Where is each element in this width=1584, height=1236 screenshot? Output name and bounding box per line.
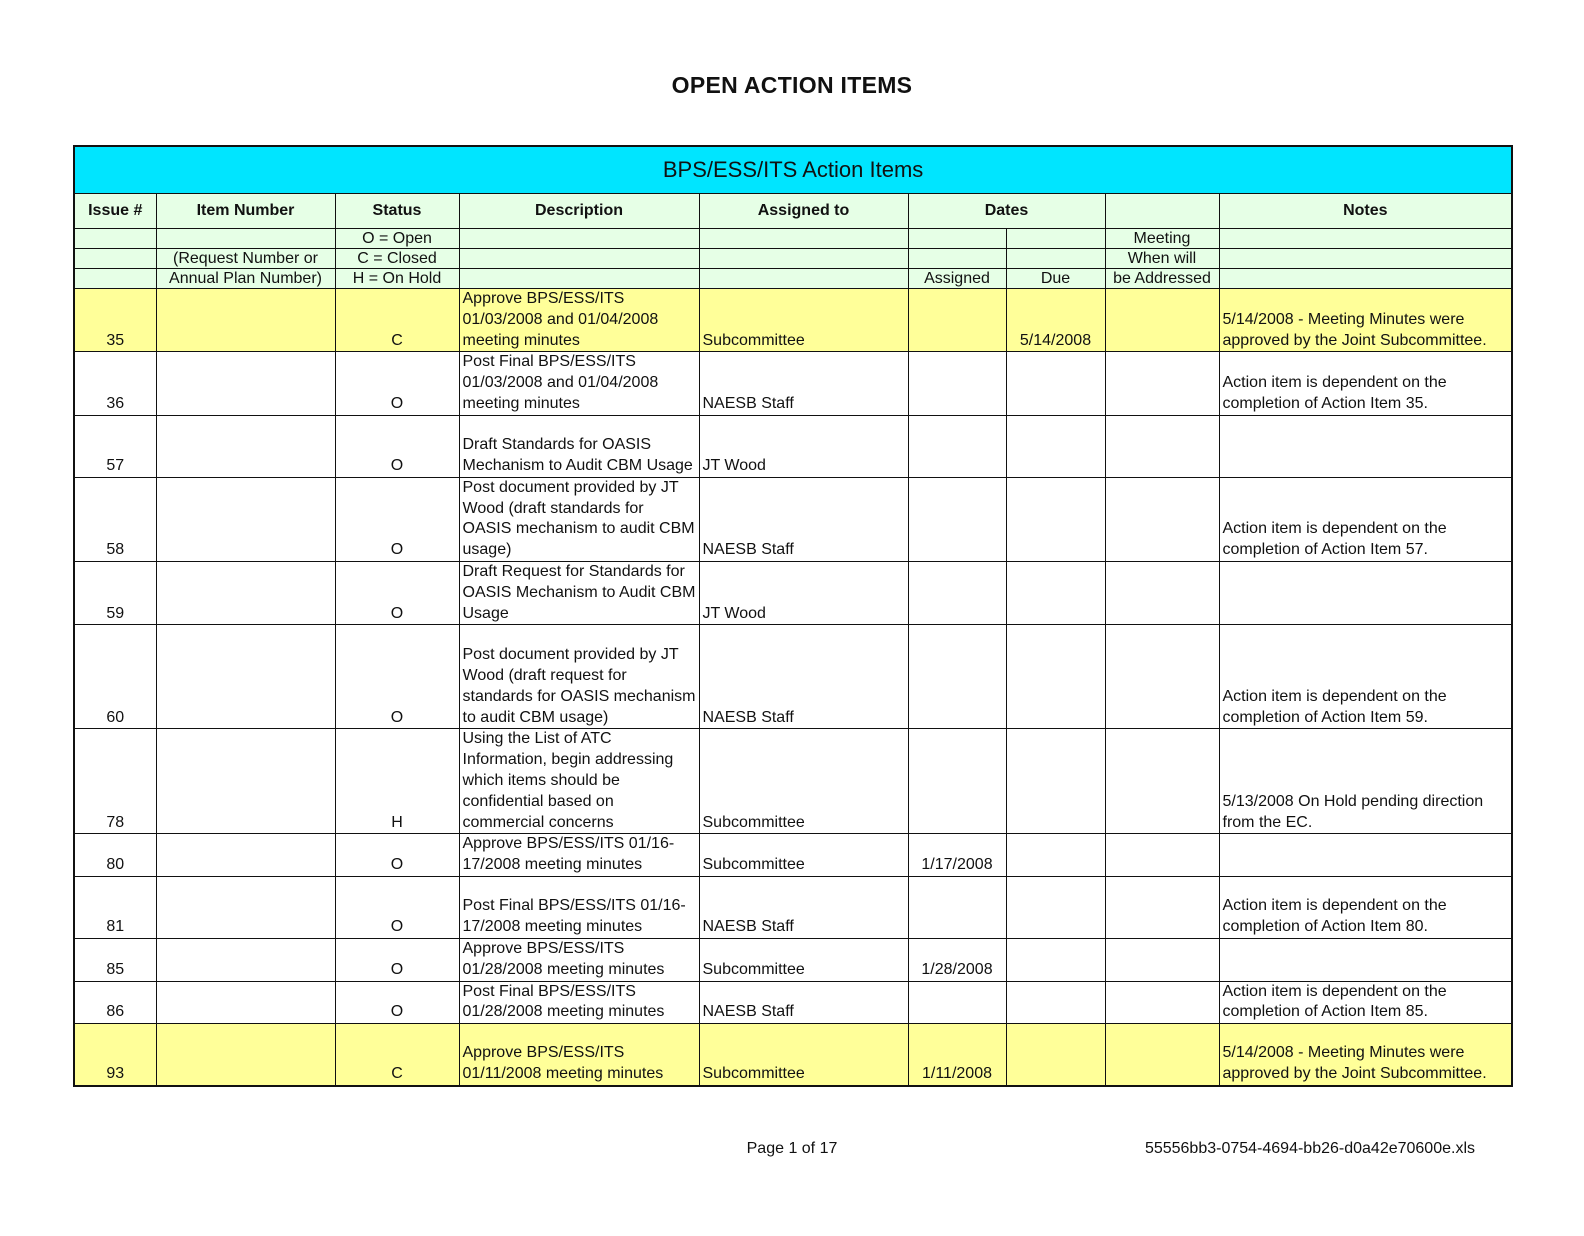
status-cell: O [335,625,459,729]
meeting-cell [1105,477,1219,561]
date-assigned-cell [908,561,1006,624]
notes-cell [1219,561,1512,624]
description-cell: Approve BPS/ESS/ITS 01/28/2008 meeting minutes [459,938,699,981]
assigned-to-cell: NAESB Staff [699,625,908,729]
description-cell: Approve BPS/ESS/ITS 01/11/2008 meeting minutes [459,1024,699,1086]
table-row [74,352,1512,415]
description-cell: Approve BPS/ESS/ITS 01/16-17/2008 meeting minutes [459,834,699,877]
date-due-cell [1006,625,1105,729]
table-row [74,477,1512,561]
header-item-number: Item Number [156,194,335,229]
meeting-header-line2: When will [1105,249,1219,269]
description-cell: Post Final BPS/ESS/ITS 01/28/2008 meeting minutes [459,981,699,1024]
issue-cell: 85 [74,938,156,981]
assigned-to-cell: Subcommittee [699,729,908,834]
header-description: Description [459,194,699,229]
notes-cell [1219,834,1512,877]
assigned-to-cell: JT Wood [699,561,908,624]
notes-cell: Action item is dependent on the completion of Action Item 80. [1219,876,1512,938]
table-row [74,938,1512,981]
table-row [74,1024,1512,1086]
status-cell: O [335,834,459,877]
action-items-table [73,145,1513,1087]
status-cell: O [335,938,459,981]
issue-cell: 59 [74,561,156,624]
item-number-cell [156,352,335,415]
date-due-cell [1006,352,1105,415]
status-cell: O [335,415,459,477]
notes-cell: Action item is dependent on the completion of Action Item 35. [1219,352,1512,415]
header-status: Status [335,194,459,229]
table-row [74,561,1512,624]
notes-cell [1219,415,1512,477]
item-number-cell [156,834,335,877]
issue-cell: 86 [74,981,156,1024]
status-cell: O [335,561,459,624]
issue-cell: 81 [74,876,156,938]
assigned-to-cell: NAESB Staff [699,876,908,938]
date-assigned-cell [908,289,1006,352]
date-due-cell [1006,1024,1105,1086]
date-assigned-cell [908,729,1006,834]
status-cell: H [335,729,459,834]
description-cell: Post document provided by JT Wood (draft standards for OASIS mechanism to audit CBM usage) [459,477,699,561]
date-due-cell [1006,981,1105,1024]
description-cell: Draft Standards for OASIS Mechanism to Audit CBM Usage [459,415,699,477]
page-title: OPEN ACTION ITEMS [671,72,913,98]
item-number-cell [156,415,335,477]
header-notes: Notes [1219,194,1512,229]
status-cell: O [335,352,459,415]
notes-cell: Action item is dependent on the completion of Action Item 59. [1219,625,1512,729]
date-due-header: Due [1006,269,1105,289]
date-due-cell [1006,834,1105,877]
item-number-cell [156,876,335,938]
notes-cell [1219,938,1512,981]
table-row [74,415,1512,477]
meeting-cell [1105,352,1219,415]
item-number-cell [156,561,335,624]
item-number-cell [156,289,335,352]
date-due-cell [1006,729,1105,834]
status-cell: O [335,876,459,938]
file-name: 55556bb3-0754-4694-bb26-d0a42e70600e.xls [1144,1140,1475,1157]
date-assigned-cell [908,352,1006,415]
issue-cell: 35 [74,289,156,352]
issue-cell: 80 [74,834,156,877]
issue-cell: 60 [74,625,156,729]
status-cell: O [335,981,459,1024]
item-number-cell [156,1024,335,1086]
meeting-header-line1: Meeting [1105,229,1219,249]
table-row [74,834,1512,877]
date-assigned-cell: 1/11/2008 [908,1024,1006,1086]
table-row [74,981,1512,1024]
table-banner: BPS/ESS/ITS Action Items [74,146,1512,194]
assigned-to-cell: Subcommittee [699,1024,908,1086]
meeting-cell [1105,834,1219,877]
table-row [74,289,1512,352]
date-due-cell: 5/14/2008 [1006,289,1105,352]
item-number-cell [156,625,335,729]
notes-cell: 5/13/2008 On Hold pending direction from the EC. [1219,729,1512,834]
date-due-cell [1006,561,1105,624]
table-row [74,876,1512,938]
description-cell: Post document provided by JT Wood (draft request for standards for OASIS mechanism to audit CBM usage) [459,625,699,729]
date-due-cell [1006,477,1105,561]
status-legend-open: O = Open [335,229,459,249]
date-assigned-cell: 1/28/2008 [908,938,1006,981]
date-due-cell [1006,415,1105,477]
date-due-cell [1006,938,1105,981]
assigned-to-cell: Subcommittee [699,289,908,352]
date-assigned-cell [908,981,1006,1024]
meeting-cell [1105,289,1219,352]
description-cell: Post Final BPS/ESS/ITS 01/03/2008 and 01/04/2008 meeting minutes [459,352,699,415]
date-assigned-header: Assigned [908,269,1006,289]
meeting-header-line3: be Addressed [1105,269,1219,289]
assigned-to-cell: NAESB Staff [699,477,908,561]
assigned-to-cell: Subcommittee [699,938,908,981]
assigned-to-cell: JT Wood [699,415,908,477]
date-assigned-cell [908,415,1006,477]
issue-cell: 36 [74,352,156,415]
meeting-cell [1105,625,1219,729]
notes-cell: 5/14/2008 - Meeting Minutes were approved by the Joint Subcommittee. [1219,289,1512,352]
issue-cell: 78 [74,729,156,834]
description-cell: Post Final BPS/ESS/ITS 01/16-17/2008 meeting minutes [459,876,699,938]
meeting-cell [1105,981,1219,1024]
notes-cell: Action item is dependent on the completion of Action Item 57. [1219,477,1512,561]
status-cell: C [335,1024,459,1086]
status-legend-closed: C = Closed [335,249,459,269]
item-number-cell [156,477,335,561]
date-assigned-cell [908,477,1006,561]
meeting-cell [1105,561,1219,624]
date-assigned-cell [908,876,1006,938]
date-assigned-cell: 1/17/2008 [908,834,1006,877]
header-assigned-to: Assigned to [699,194,908,229]
item-number-subheader-2: Annual Plan Number) [156,269,335,289]
issue-cell: 57 [74,415,156,477]
issue-cell: 93 [74,1024,156,1086]
table-row [74,625,1512,729]
description-cell: Approve BPS/ESS/ITS 01/03/2008 and 01/04/2008 meeting minutes [459,289,699,352]
meeting-cell [1105,876,1219,938]
assigned-to-cell: NAESB Staff [699,352,908,415]
item-number-cell [156,938,335,981]
header-meeting [1105,194,1219,229]
table-row [74,729,1512,834]
date-assigned-cell [908,625,1006,729]
item-number-cell [156,981,335,1024]
status-cell: C [335,289,459,352]
item-number-subheader-1: (Request Number or [156,249,335,269]
issue-cell: 58 [74,477,156,561]
assigned-to-cell: Subcommittee [699,834,908,877]
description-cell: Using the List of ATC Information, begin addressing which items should be confidential based on commercial concerns [459,729,699,834]
status-cell: O [335,477,459,561]
status-legend-on-hold: H = On Hold [335,269,459,289]
description-cell: Draft Request for Standards for OASIS Mechanism to Audit CBM Usage [459,561,699,624]
header-dates: Dates [908,194,1105,229]
meeting-cell [1105,1024,1219,1086]
notes-cell: Action item is dependent on the completion of Action Item 85. [1219,981,1512,1024]
meeting-cell [1105,938,1219,981]
meeting-cell [1105,415,1219,477]
notes-cell: 5/14/2008 - Meeting Minutes were approved by the Joint Subcommittee. [1219,1024,1512,1086]
item-number-cell [156,729,335,834]
date-due-cell [1006,876,1105,938]
page-number: Page 1 of 17 [746,1140,838,1157]
assigned-to-cell: NAESB Staff [699,981,908,1024]
header-issue: Issue # [74,194,156,229]
meeting-cell [1105,729,1219,834]
